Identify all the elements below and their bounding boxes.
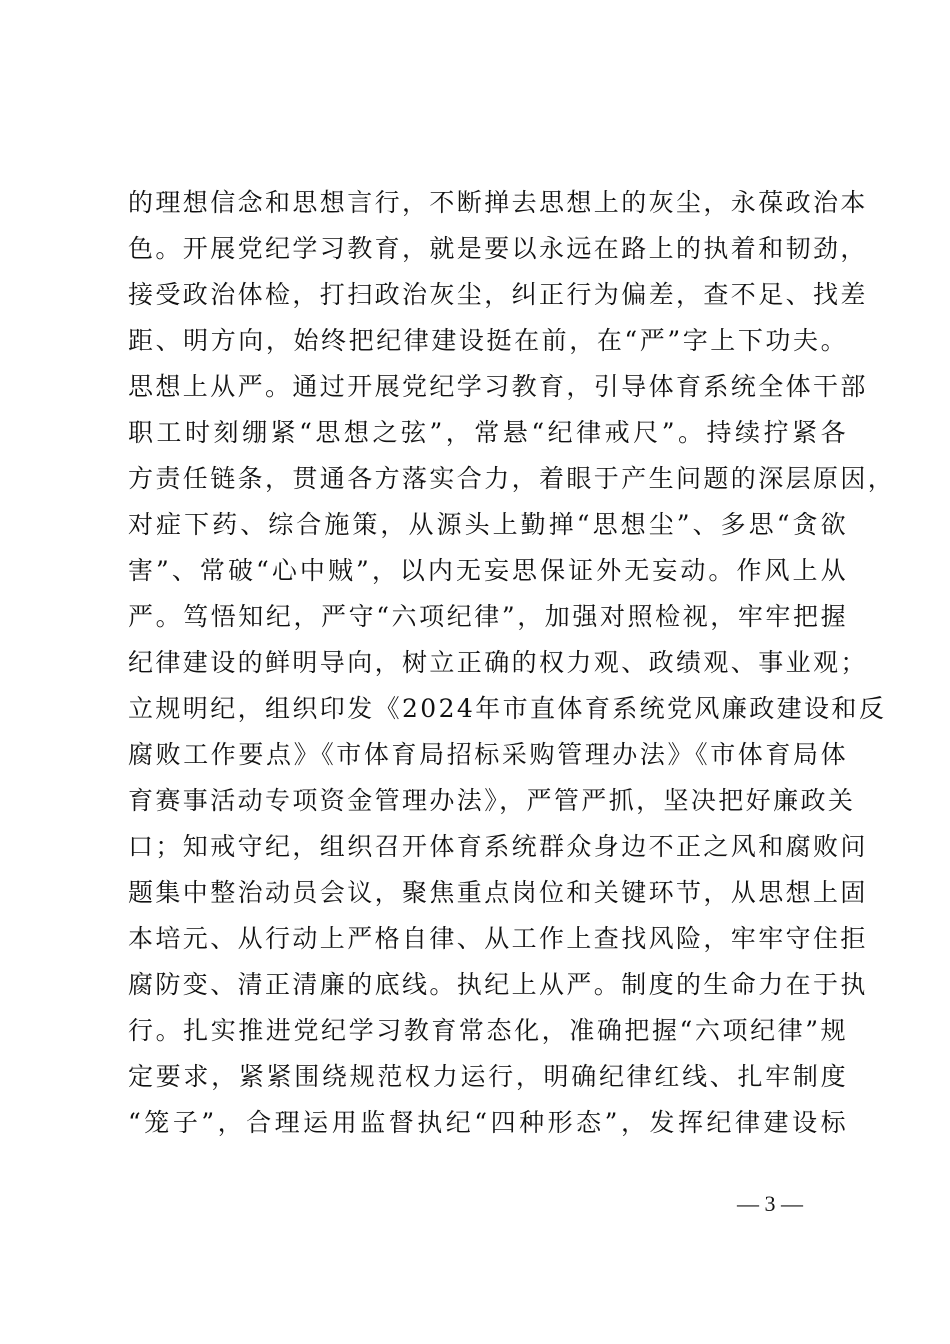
text-line: 腐防变、清正清廉的底线。执纪上从严。制度的生命力在于执 — [128, 970, 868, 999]
text-line: 色。开展党纪学习教育，就是要以永远在路上的执着和韧劲， — [128, 234, 868, 263]
text-line: 害”、常破“心中贼”，以内无妄思保证外无妄动。作风上从 — [128, 556, 848, 585]
text-line: 腐败工作要点》《市体育局招标采购管理办法》《市体育局体 — [128, 740, 848, 769]
text-line: 职工时刻绷紧“思想之弦”，常悬“纪律戒尺”。持续拧紧各 — [128, 418, 848, 447]
text-line: “笼子”，合理运用监督执纪“四种形态”，发挥纪律建设标 — [128, 1108, 848, 1137]
body-text — [128, 180, 896, 1146]
text-line: 方责任链条，贯通各方落实合力，着眼于产生问题的深层原因， — [128, 464, 896, 493]
text-line: 题集中整治动员会议，聚焦重点岗位和关键环节，从思想上固 — [128, 878, 868, 907]
text-line: 本培元、从行动上严格自律、从工作上查找风险，牢牢守住拒 — [128, 924, 868, 953]
text-line: 接受政治体检，打扫政治灰尘，纠正行为偏差，查不足、找差 — [128, 280, 868, 309]
text-line: 行。扎实推进党纪学习教育常态化，准确把握“六项纪律”规 — [128, 1016, 848, 1045]
text-line: 严。笃悟知纪，严守“六项纪律”，加强对照检视，牢牢把握 — [128, 602, 848, 631]
text-line: 立规明纪，组织印发《2024年市直体育系统党风廉政建设和反 — [128, 694, 887, 723]
page-number: — 3 — — [737, 1191, 803, 1216]
text-line: 纪律建设的鲜明导向，树立正确的权力观、政绩观、事业观； — [128, 648, 868, 677]
text-line: 育赛事活动专项资金管理办法》，严管严抓，坚决把好廉政关 — [128, 786, 856, 815]
text-line: 定要求，紧紧围绕规范权力运行，明确纪律红线、扎牢制度 — [128, 1062, 848, 1091]
text-line: 距、明方向，始终把纪律建设挺在前，在“严”字上下功夫。 — [128, 326, 848, 355]
text-line: 口；知戒守纪，组织召开体育系统群众身边不正之风和腐败问 — [128, 832, 868, 861]
text-line: 思想上从严。通过开展党纪学习教育，引导体育系统全体干部 — [128, 372, 868, 401]
text-line: 对症下药、综合施策，从源头上勤掸“思想尘”、多思“贪欲 — [128, 510, 848, 539]
text-line: 的理想信念和思想言行，不断掸去思想上的灰尘，永葆政治本 — [128, 188, 868, 217]
